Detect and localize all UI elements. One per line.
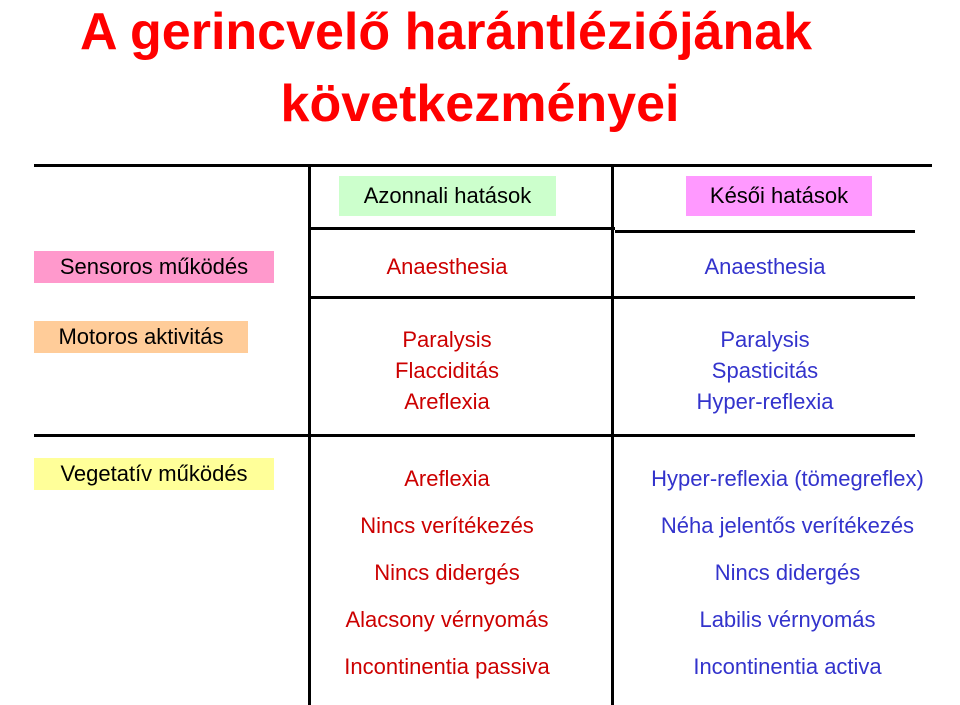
cell-item: Incontinentia activa (693, 654, 882, 679)
cell-item: Areflexia (404, 466, 490, 491)
cell-item: Alacsony vérnyomás (345, 607, 549, 632)
header-separator-right (615, 230, 915, 233)
cell-item: Flacciditás (395, 358, 499, 383)
cell-item: Paralysis (402, 327, 492, 352)
header-separator-left (310, 227, 615, 230)
cell-item: Anaesthesia (386, 254, 508, 279)
header-late-effects: Késői hatások (686, 176, 872, 216)
cell-sensory-late (615, 252, 915, 282)
page-title-line-2: következményei (280, 75, 680, 133)
cell-item: Incontinentia passiva (344, 654, 550, 679)
cell-vegetative-late (615, 455, 960, 690)
column-separator-right (611, 164, 614, 705)
cell-sensory-immediate (312, 252, 582, 282)
row-label-vegetative: Vegetatív működés (34, 458, 274, 490)
page-title-line-1: A gerincvelő harántléziójának (79, 3, 813, 61)
cell-item: Hyper-reflexia (tömegreflex) (651, 466, 924, 491)
table-top-rule (34, 164, 932, 167)
cell-motor-late (615, 324, 915, 417)
cell-item: Spasticitás (711, 358, 819, 383)
row-separator-motor-left (34, 434, 310, 437)
row-label-sensory: Sensoros működés (34, 251, 274, 283)
cell-item: Nincs verítékezés (360, 513, 534, 538)
cell-item: Anaesthesia (704, 254, 826, 279)
cell-item: Hyper-reflexia (696, 389, 834, 414)
cell-item: Paralysis (720, 327, 810, 352)
header-immediate-effects: Azonnali hatások (339, 176, 556, 216)
row-label-motor: Motoros aktivitás (34, 321, 248, 353)
cell-item: Néha jelentős verítékezés (660, 513, 915, 538)
cell-item: Nincs didergés (374, 560, 520, 585)
cell-item: Areflexia (404, 389, 490, 414)
column-separator-left (308, 164, 311, 705)
cell-item: Nincs didergés (714, 560, 861, 585)
cell-vegetative-immediate (312, 455, 582, 690)
cell-item: Labilis vérnyomás (699, 607, 876, 632)
cell-motor-immediate (312, 324, 582, 417)
